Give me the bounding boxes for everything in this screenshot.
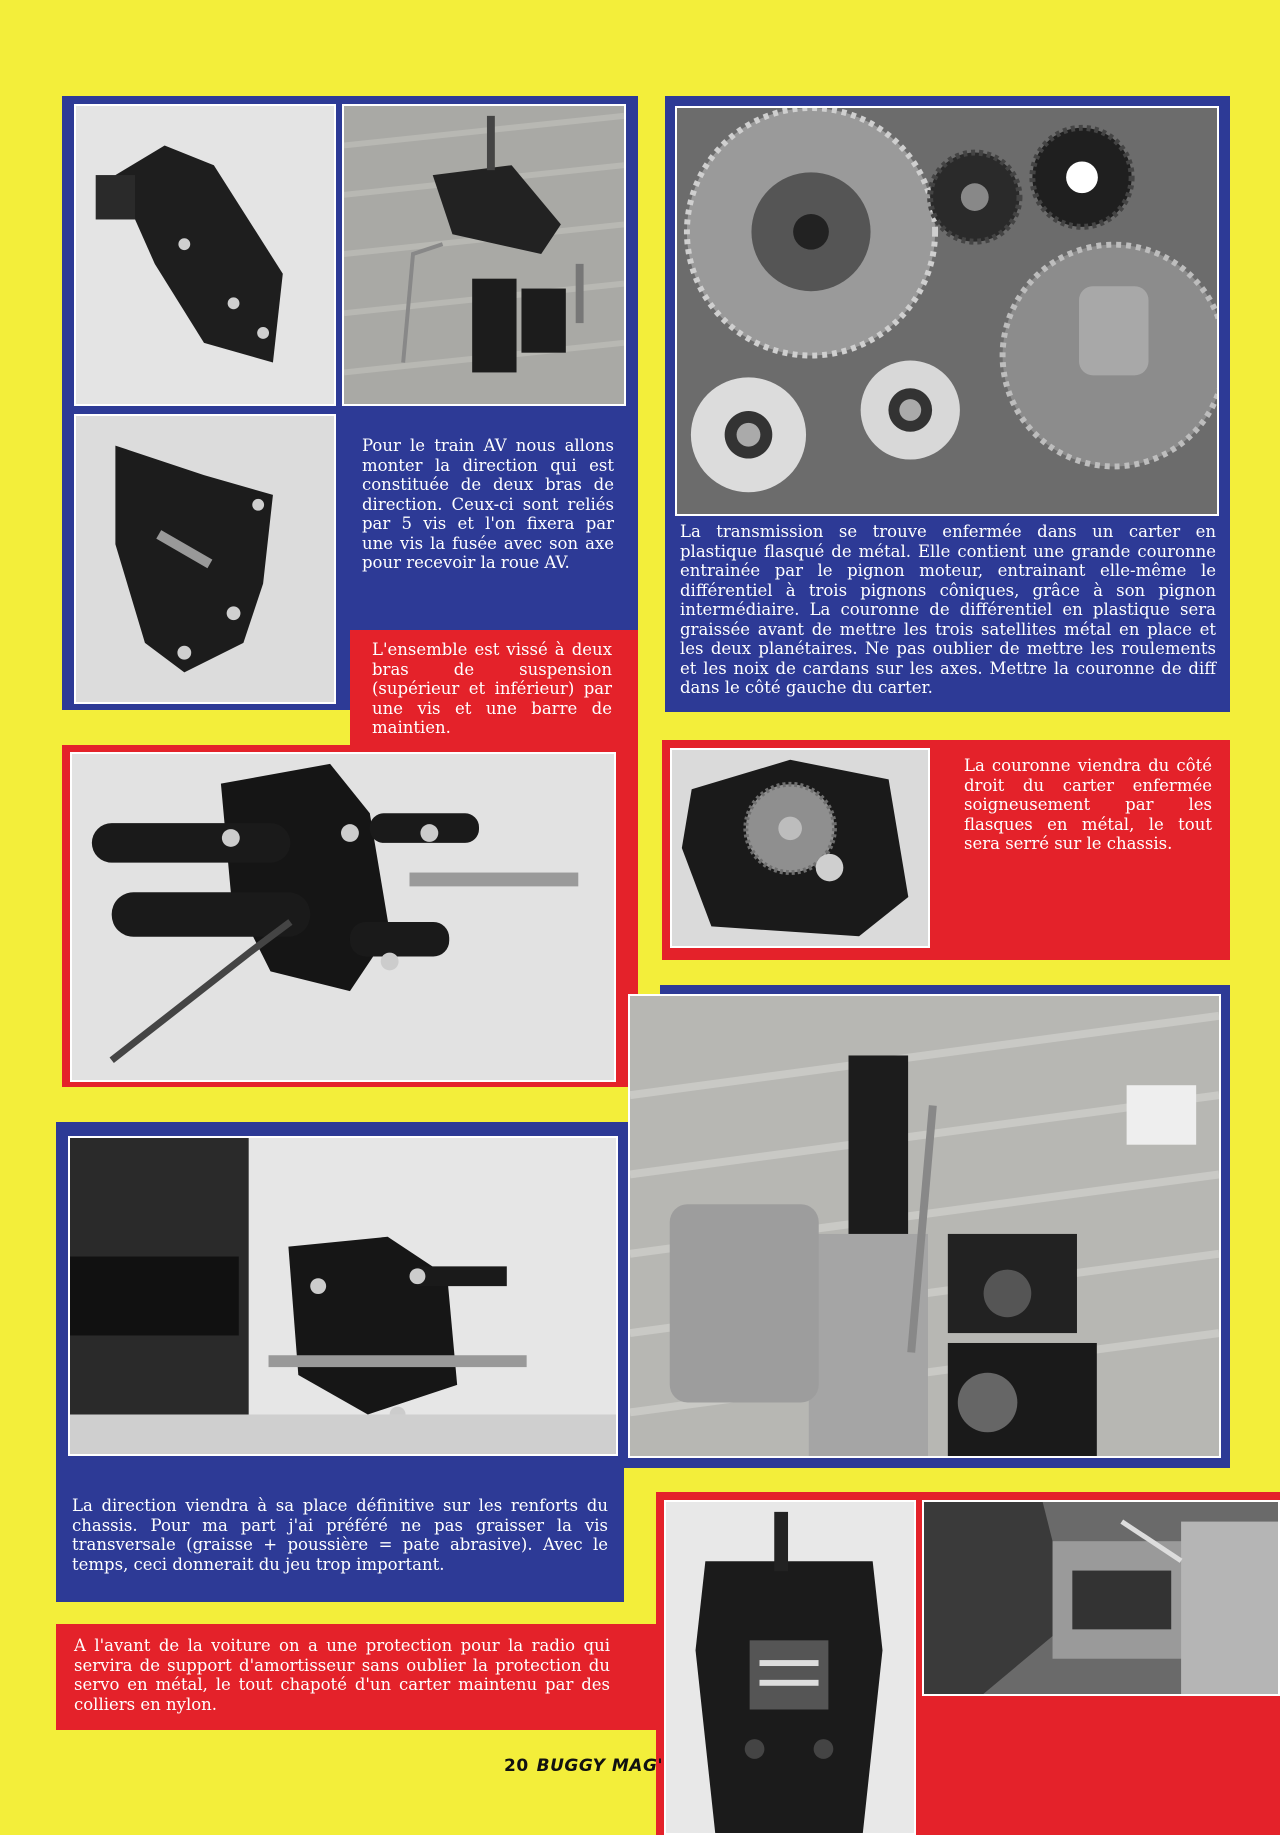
page-number: 20 (504, 1756, 529, 1776)
caption-avant: A l'avant de la voiture on a une protection pour la radio qui servira de support d'amortisseur sans oublier la protection du servo en métal, le tout chapoté d'un carter maintenu par des colliers en nylon. (74, 1636, 610, 1714)
caption-train-av: Pour le train AV nous allons monter la direction qui est constituée de deux bras de direction. Ceux-ci sont reliés par 5 vis et l'on fixera par une vis la fusée avec son axe pour recevoir la roue AV. (362, 436, 614, 572)
photo-steering-assembled (74, 414, 336, 704)
magazine-name: BUGGY MAG' (536, 1756, 664, 1776)
caption-direction: La direction viendra à sa place définitive sur les renforts du chassis. Pour ma part j'ai préféré ne pas graisser la vis transversale (graisse + poussière = pate abrasive). Avec le temps, ceci donnerait du jeu trop important. (72, 1496, 608, 1574)
photo-direction-installed (68, 1136, 618, 1456)
photo-steering-parts (342, 104, 626, 406)
photo-front-protection (664, 1500, 916, 1835)
caption-transmission: La transmission se trouve enfermée dans un carter en plastique flasqué de métal. Elle contient une grande couronne entrainée par le pignon moteur, entrainant elle-même le différentiel à trois pignons côniques, grâce à son pignon intermédiaire. La couronne de différentiel en plastique sera graissée avant de mettre les trois satellites métal en place et les deux planétaires. Ne pas oublier de mettre les roulements et les noix de cardans sur les axes. Mettre la couronne de diff dans le côté gauche du carter. (680, 522, 1216, 697)
caption-ensemble: L'ensemble est vissé à deux bras de suspension (supérieur et inférieur) par une vis et une barre de maintien. (372, 640, 612, 737)
photo-carter (670, 748, 930, 948)
page-footer (504, 1756, 663, 1776)
photo-suspension-arms (70, 752, 616, 1082)
photo-steering-block (74, 104, 336, 406)
photo-servo-protection (922, 1500, 1280, 1696)
caption-couronne: La couronne viendra du côté droit du carter enfermée soigneusement par les flasques en métal, le tout sera serré sur le chassis. (964, 756, 1212, 853)
photo-transmission-gears (675, 106, 1219, 516)
photo-chassis-steering (628, 994, 1221, 1458)
